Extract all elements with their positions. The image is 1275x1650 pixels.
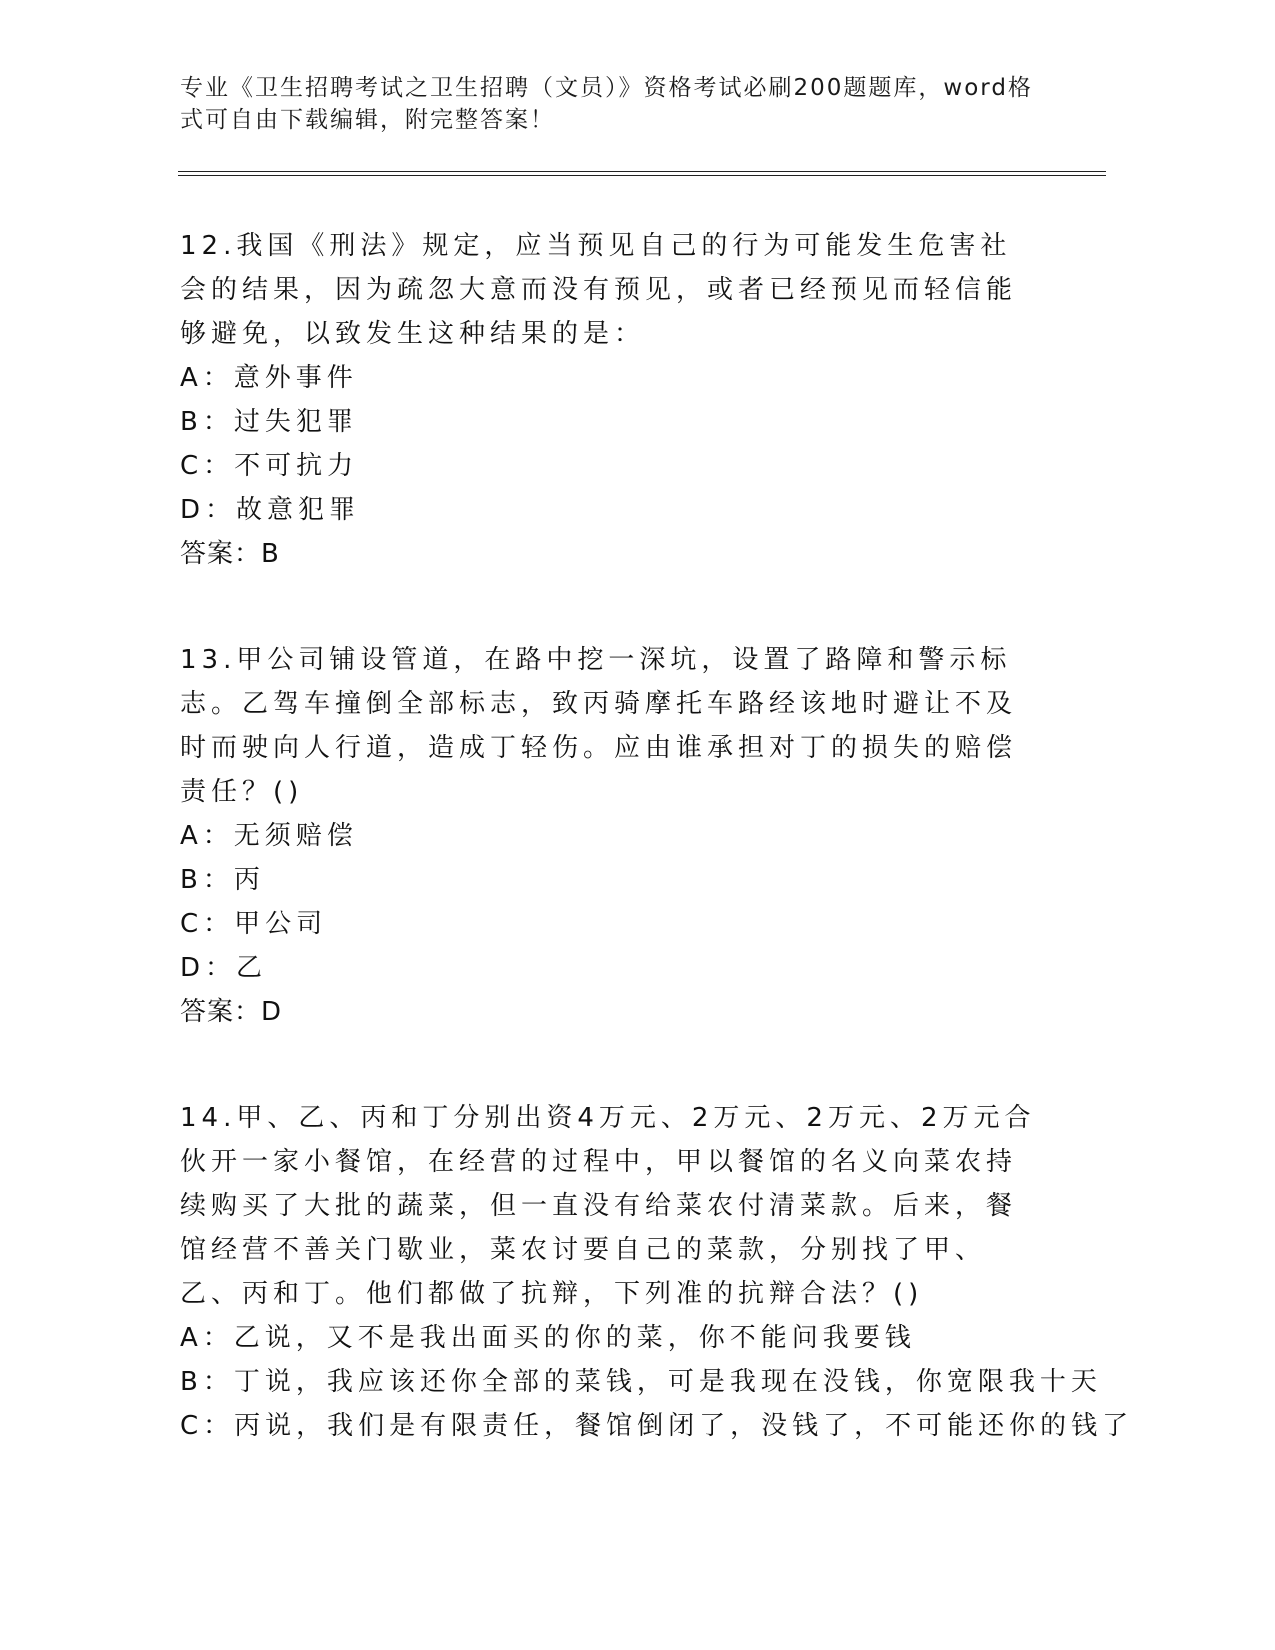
option-b: B：丙 bbox=[180, 865, 265, 895]
question-stem: 12.我国《刑法》规定，应当预见自己的行为可能发生危害社会的结果，因为疏忽大意而没有预见，或者已经预见而轻信能够避免，以致发生这种结果的是： bbox=[180, 231, 1018, 349]
answer-line: 答案：D bbox=[180, 997, 283, 1027]
answer-line: 答案：B bbox=[180, 539, 280, 569]
option-c: C：丙说，我们是有限责任，餐馆倒闭了，没钱了，不可能还你的钱了 bbox=[180, 1411, 1134, 1441]
option-d: D：故意犯罪 bbox=[180, 495, 361, 525]
option-a: A：意外事件 bbox=[180, 363, 358, 393]
question-13 bbox=[180, 638, 1040, 1034]
option-a: A：乙说，又不是我出面买的你的菜，你不能问我要钱 bbox=[180, 1323, 916, 1353]
option-b: B：过失犯罪 bbox=[180, 407, 358, 437]
option-a: A：无须赔偿 bbox=[180, 821, 358, 851]
question-list bbox=[180, 224, 1134, 1510]
option-b: B：丁说，我应该还你全部的菜钱，可是我现在没钱，你宽限我十天 bbox=[180, 1367, 1102, 1397]
header-title: 专业《卫生招聘考试之卫生招聘（文员）》资格考试必刷200题题库，word格式可自由下载编辑，附完整答案！ bbox=[180, 75, 1033, 133]
option-c: C：不可抗力 bbox=[180, 451, 359, 481]
question-12 bbox=[180, 224, 1040, 576]
header-divider bbox=[178, 171, 1106, 176]
option-d: D：乙 bbox=[180, 953, 268, 983]
question-stem: 13.甲公司铺设管道，在路中挖一深坑，设置了路障和警示标志。乙驾车撞倒全部标志，致丙骑摩托车路经该地时避让不及时而驶向人行道，造成丁轻伤。应由谁承担对丁的损失的赔偿责任？() bbox=[180, 645, 1018, 807]
page-header bbox=[180, 72, 1040, 136]
option-c: C：甲公司 bbox=[180, 909, 328, 939]
question-stem: 14.甲、乙、丙和丁分别出资4万元、2万元、2万元、2万元合伙开一家小餐馆，在经营的过程中，甲以餐馆的名义向菜农持续购买了大批的蔬菜，但一直没有给菜农付清菜款。后来，餐馆经营不善关门歇业，菜农讨要自己的菜款，分别找了甲、乙、丙和丁。他们都做了抗辩，下列准的抗辩合法？() bbox=[180, 1103, 1036, 1309]
question-14 bbox=[180, 1096, 1134, 1448]
